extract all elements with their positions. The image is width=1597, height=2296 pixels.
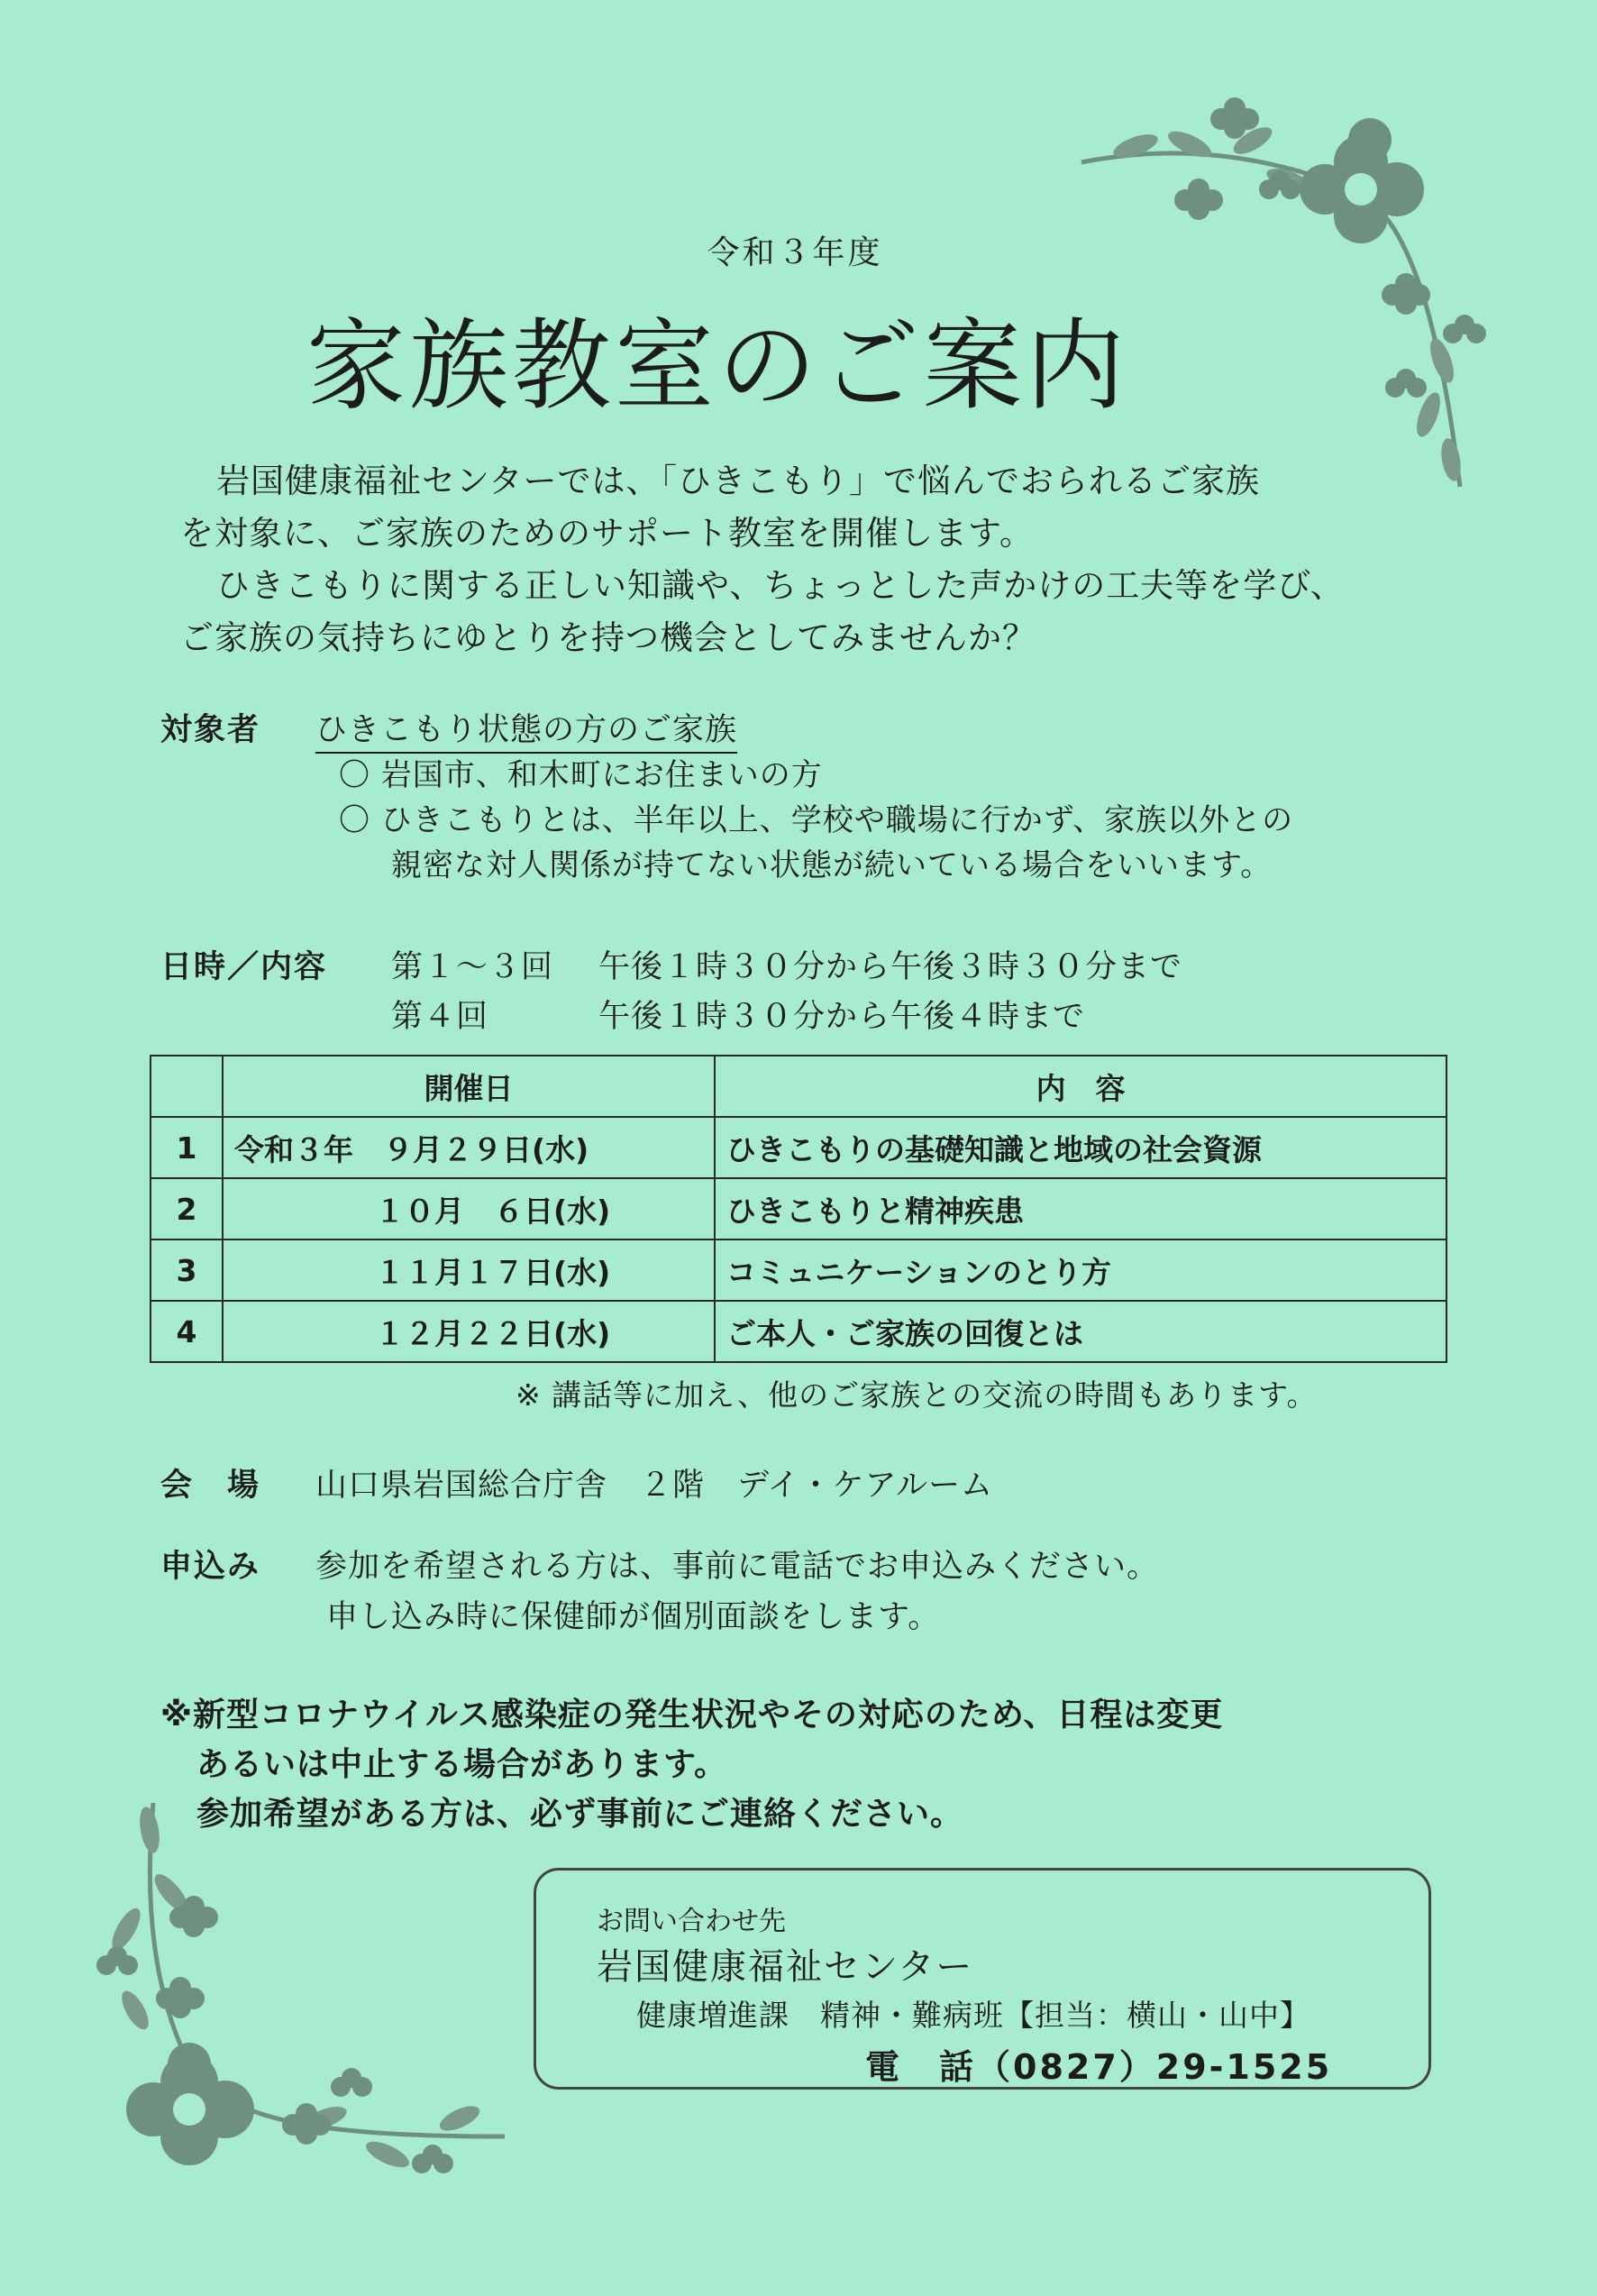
table-row <box>151 1178 1446 1239</box>
target-bullet-3: 親密な対人関係が持てない状態が続いている場合をいいます。 <box>391 847 1273 883</box>
target-bullet-1: 〇 岩国市、和木町にお住まいの方 <box>339 757 823 793</box>
session-time-2: 午後１時３０分から午後４時まで <box>598 999 1086 1035</box>
apply-line-1: 参加を希望される方は、事前に電話でお申込みください。 <box>315 1549 1160 1585</box>
warning-line-1: ※新型コロナウイルス感染症の発生状況やその対応のため、日程は変更 <box>160 1697 1224 1733</box>
header-content: 内 容 <box>715 1056 1446 1117</box>
table-row <box>151 1117 1446 1178</box>
row-date: １１月１７日(水) <box>223 1239 715 1301</box>
table-header-row <box>151 1056 1446 1117</box>
row-number: 4 <box>151 1301 223 1362</box>
contact-heading: お問い合わせ先 <box>597 1906 786 1937</box>
row-date: １０月 ６日(水) <box>223 1178 715 1239</box>
row-number: 3 <box>151 1239 223 1301</box>
row-content: ご本人・ご家族の回復とは <box>715 1301 1446 1362</box>
session-range-2: 第４回 <box>391 999 489 1035</box>
row-number: 1 <box>151 1117 223 1178</box>
target-bullet-2: 〇 ひきこもりとは、半年以上、学校や職場に行かず、家族以外との <box>339 802 1294 838</box>
datetime-label: 日時／内容 <box>160 949 328 985</box>
page-title: 家族教室のご案内 <box>306 308 1128 424</box>
row-number: 2 <box>151 1178 223 1239</box>
venue-value: 山口県岩国総合庁舎 ２階 デイ・ケアルーム <box>315 1468 994 1504</box>
table-row <box>151 1239 1446 1301</box>
intro-line-2: を対象に、ご家族のためのサポート教室を開催します。 <box>180 514 1035 553</box>
intro-line-3: ひきこもりに関する正しい知識や、ちょっとした声かけの工夫等を学び、 <box>216 566 1345 605</box>
covid-warning <box>160 1690 1223 1839</box>
flower-vine-top-right-decoration <box>1063 90 1496 505</box>
target-value: ひきこもり状態の方のご家族 <box>315 705 737 750</box>
header-date: 開催日 <box>223 1056 715 1117</box>
intro-line-4: ご家族の気持ちにゆとりを持つ機会としてみませんか？ <box>180 618 1036 657</box>
contact-dept: 健康増進課 精神・難病班【担当：横山・山中】 <box>636 1998 1310 2033</box>
warning-line-2: あるいは中止する場合があります。 <box>196 1746 728 1783</box>
row-date: １２月２２日(水) <box>223 1301 715 1362</box>
intro-paragraph <box>180 455 1345 664</box>
schedule-note: ※ 講話等に加え、他のご家族との交流の時間もあります。 <box>516 1377 1318 1413</box>
venue-label: 会 場 <box>160 1468 261 1504</box>
fiscal-year-label: 令和３年度 <box>707 234 883 271</box>
row-content: ひきこもりの基礎知識と地域の社会資源 <box>715 1117 1446 1178</box>
contact-phone: 電 話（0827）29-1525 <box>865 2047 1333 2087</box>
session-time-1: 午後１時３０分から午後３時３０分まで <box>598 949 1183 985</box>
target-label: 対象者 <box>160 712 261 748</box>
schedule-table <box>150 1055 1447 1363</box>
header-number <box>151 1056 223 1117</box>
apply-label: 申込み <box>160 1549 261 1585</box>
apply-line-2: 申し込み時に保健師が個別面談をします。 <box>326 1599 941 1635</box>
intro-line-1: 岩国健康福祉センターでは、「ひきこもり」で悩んでおられるご家族 <box>216 462 1261 500</box>
contact-org: 岩国健康福祉センター <box>597 1946 974 1988</box>
row-content: コミュニケーションのとり方 <box>715 1239 1446 1301</box>
table-row <box>151 1301 1446 1362</box>
row-content: ひきこもりと精神疾患 <box>715 1178 1446 1239</box>
flower-vine-bottom-left-decoration <box>90 1794 523 2209</box>
session-range-1: 第１～３回 <box>391 949 554 985</box>
warning-line-3: 参加希望がある方は、必ず事前にご連絡ください。 <box>196 1796 964 1833</box>
row-date: 令和３年 ９月２９日(水) <box>223 1117 715 1178</box>
